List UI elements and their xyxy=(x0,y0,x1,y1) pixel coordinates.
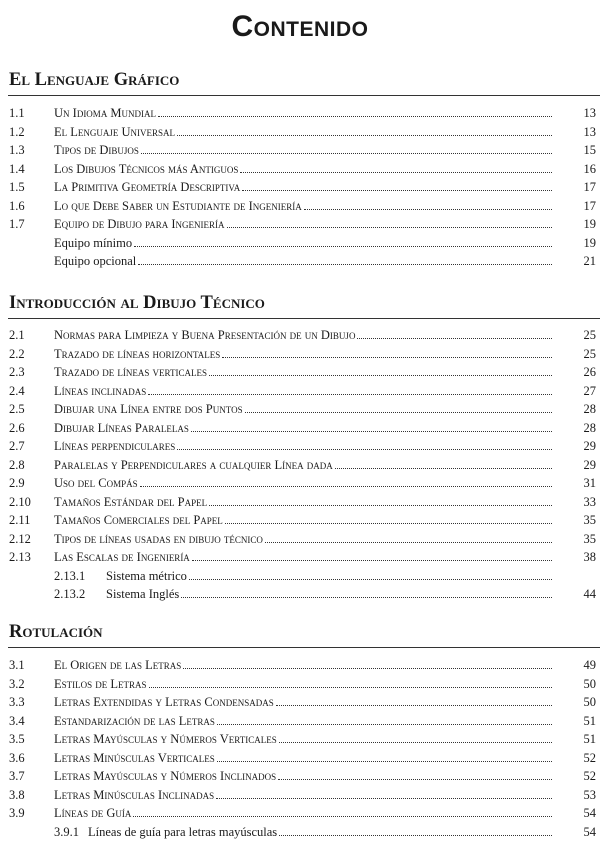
dot-leader xyxy=(191,431,552,432)
entry-leader xyxy=(54,548,556,567)
entry-title: La Primitiva Geometría Descriptiva xyxy=(54,180,241,194)
entry-leader xyxy=(54,511,556,530)
entry-leader xyxy=(54,712,556,731)
chapter-title: Introducción al Dibujo Técnico xyxy=(9,293,265,313)
entry-title: Equipo opcional xyxy=(54,254,137,268)
entry-leader xyxy=(54,252,556,271)
dot-leader xyxy=(265,542,552,543)
dot-leader xyxy=(189,579,552,580)
entry-title: Dibujar una Línea entre dos Puntos xyxy=(54,402,243,416)
entry-leader xyxy=(54,400,556,419)
page-number: 19 xyxy=(583,217,596,231)
entry-leader xyxy=(88,823,556,842)
page-number: 51 xyxy=(583,713,596,728)
toc-entry[interactable] xyxy=(0,548,600,567)
toc-entry[interactable] xyxy=(0,749,600,768)
toc-entry[interactable] xyxy=(0,252,600,271)
toc-entry[interactable] xyxy=(0,419,600,438)
section-number: 3.6 xyxy=(9,750,25,765)
dot-leader xyxy=(140,486,552,487)
entry-leader xyxy=(54,804,556,823)
page-number: 50 xyxy=(583,695,596,709)
dot-leader xyxy=(304,209,552,210)
entry-leader xyxy=(54,419,556,438)
section-number: 2.1 xyxy=(9,328,25,342)
page-number: 25 xyxy=(583,346,596,361)
page-number: 28 xyxy=(583,402,596,416)
dot-leader xyxy=(335,468,552,469)
toc-entry[interactable] xyxy=(0,234,600,253)
toc-entry[interactable] xyxy=(0,178,600,197)
entry-leader xyxy=(54,675,556,694)
dot-leader xyxy=(216,798,552,799)
dot-leader xyxy=(192,560,552,561)
dot-leader xyxy=(183,668,552,669)
toc-entry[interactable] xyxy=(0,656,600,675)
dot-leader xyxy=(276,705,552,706)
toc-entry[interactable] xyxy=(0,197,600,216)
entry-title: Trazado de líneas horizontales xyxy=(54,346,221,361)
entry-leader xyxy=(54,123,556,142)
entry-leader xyxy=(54,141,556,160)
entry-title: El Origen de las Letras xyxy=(54,658,182,672)
section-number: 3.9 xyxy=(9,806,25,820)
entry-title: Líneas de Guía xyxy=(54,806,132,820)
page-number: 38 xyxy=(583,550,596,564)
entry-leader xyxy=(54,345,556,364)
entry-title: Letras Mayúsculas y Números Inclinados xyxy=(54,769,277,783)
entry-leader xyxy=(54,363,556,382)
section-number: 2.2 xyxy=(9,346,25,361)
section-number: 2.7 xyxy=(9,439,25,453)
page-number: 52 xyxy=(583,750,596,765)
dot-leader xyxy=(158,116,552,117)
dot-leader xyxy=(279,835,552,836)
toc-entry[interactable] xyxy=(0,585,600,604)
entry-leader xyxy=(54,326,556,345)
page-number: 54 xyxy=(583,806,596,820)
page-number: 50 xyxy=(583,676,596,691)
entry-leader xyxy=(54,382,556,401)
chapter-divider xyxy=(8,95,600,96)
page-number: 21 xyxy=(583,254,596,268)
entry-title: Normas para Limpieza y Buena Presentación de un Dibujo xyxy=(54,328,356,342)
entry-leader xyxy=(54,530,556,549)
toc-entry[interactable] xyxy=(0,363,600,382)
entry-title: Líneas inclinadas xyxy=(54,383,147,398)
section-number: 2.12 xyxy=(9,531,31,546)
entry-title: Tamaños Estándar del Papel xyxy=(54,494,208,509)
section-number: 1.6 xyxy=(9,198,25,213)
toc-entry[interactable] xyxy=(0,400,600,419)
entry-title: Sistema métrico xyxy=(106,568,187,583)
entry-title: Equipo de Dibujo para Ingeniería xyxy=(54,217,225,231)
chapter-entries xyxy=(0,326,600,604)
chapter-title: Rotulación xyxy=(9,622,103,642)
section-number: 3.1 xyxy=(9,658,25,672)
dot-leader xyxy=(217,761,552,762)
page-number: 29 xyxy=(583,439,596,453)
toc-entry[interactable] xyxy=(0,567,600,586)
dot-leader xyxy=(217,724,552,725)
section-number: 2.13 xyxy=(9,550,31,564)
dot-leader xyxy=(141,153,552,154)
page-number: 16 xyxy=(583,161,596,176)
dot-leader xyxy=(240,172,552,173)
entry-title: Líneas de guía para letras mayúsculas xyxy=(88,824,278,839)
entry-title: Equipo mínimo xyxy=(54,235,133,250)
dot-leader xyxy=(222,357,552,358)
page-number: 52 xyxy=(583,769,596,783)
entry-title: Estilos de Letras xyxy=(54,676,147,691)
section-number: 3.3 xyxy=(9,695,25,709)
section-number: 2.4 xyxy=(9,383,25,398)
entry-leader xyxy=(106,585,556,604)
page-number: 51 xyxy=(583,732,596,746)
page-number: 35 xyxy=(583,531,596,546)
section-number: 3.8 xyxy=(9,787,25,802)
toc-entry[interactable] xyxy=(0,823,600,842)
page-number: 54 xyxy=(583,824,596,839)
dot-leader xyxy=(278,779,552,780)
toc-entry[interactable] xyxy=(0,786,600,805)
entry-title: Lo que Debe Saber un Estudiante de Ingeniería xyxy=(54,198,302,213)
page-number: 31 xyxy=(583,476,596,490)
dot-leader xyxy=(148,394,552,395)
page-number: 35 xyxy=(583,513,596,527)
subsection-number: 2.13.1 xyxy=(54,568,86,583)
page-number: 17 xyxy=(583,198,596,213)
dot-leader xyxy=(245,412,552,413)
section-number: 2.11 xyxy=(9,513,31,527)
dot-leader xyxy=(209,505,552,506)
page-number: 19 xyxy=(583,235,596,250)
subsection-number: 3.9.1 xyxy=(54,824,79,839)
entry-title: Letras Minúsculas Verticales xyxy=(54,750,215,765)
entry-title: Letras Mayúsculas y Números Verticales xyxy=(54,732,277,746)
entry-leader xyxy=(54,104,556,123)
section-number: 1.3 xyxy=(9,143,25,157)
chapter-divider xyxy=(8,318,600,319)
entry-leader xyxy=(54,160,556,179)
page-number: 13 xyxy=(583,106,596,120)
entry-leader xyxy=(54,767,556,786)
toc-entry[interactable] xyxy=(0,493,600,512)
entry-leader xyxy=(54,786,556,805)
entry-title: Tamaños Comerciales del Papel xyxy=(54,513,223,527)
page-number: 49 xyxy=(583,658,596,672)
page-number: 28 xyxy=(583,420,596,435)
section-number: 2.10 xyxy=(9,494,31,509)
page-number: 27 xyxy=(583,383,596,398)
entry-title: Tipos de líneas usadas en dibujo técnico xyxy=(54,531,263,546)
section-number: 2.9 xyxy=(9,476,25,490)
toc-entry[interactable] xyxy=(0,104,600,123)
toc-entry[interactable] xyxy=(0,123,600,142)
page-number: 26 xyxy=(583,365,596,379)
section-number: 1.2 xyxy=(9,124,25,139)
entry-title: Paralelas y Perpendiculares a cualquier Línea dada xyxy=(54,457,333,472)
dot-leader xyxy=(242,190,552,191)
dot-leader xyxy=(357,338,552,339)
entry-leader xyxy=(54,215,556,234)
dot-leader xyxy=(227,227,553,228)
entry-title: Letras Minúsculas Inclinadas xyxy=(54,787,215,802)
page-number: 25 xyxy=(583,328,596,342)
toc-entry[interactable] xyxy=(0,712,600,731)
section-number: 1.1 xyxy=(9,106,25,120)
dot-leader xyxy=(209,375,552,376)
section-number: 2.5 xyxy=(9,402,25,416)
page-title: Contenido xyxy=(231,10,369,43)
chapter-title: El Lenguaje Gráfico xyxy=(9,70,180,90)
entry-title: Estandarización de las Letras xyxy=(54,713,215,728)
page-number: 17 xyxy=(583,180,596,194)
subsection-number: 2.13.2 xyxy=(54,587,86,601)
toc-entry[interactable] xyxy=(0,326,600,345)
toc-entry[interactable] xyxy=(0,730,600,749)
section-number: 2.8 xyxy=(9,457,25,472)
dot-leader xyxy=(149,687,552,688)
entry-leader xyxy=(54,693,556,712)
toc-entry[interactable] xyxy=(0,160,600,179)
chapter-divider xyxy=(8,647,600,648)
section-number: 3.7 xyxy=(9,769,25,783)
dot-leader xyxy=(279,742,552,743)
entry-title: Los Dibujos Técnicos más Antiguos xyxy=(54,161,239,176)
toc-entry[interactable] xyxy=(0,456,600,475)
dot-leader xyxy=(133,816,552,817)
toc-entry[interactable] xyxy=(0,675,600,694)
page-number: 13 xyxy=(583,124,596,139)
page-number: 53 xyxy=(583,787,596,802)
entry-leader xyxy=(54,437,556,456)
chapter-entries xyxy=(0,656,600,841)
entry-leader xyxy=(106,567,556,586)
page-number: 33 xyxy=(583,494,596,509)
toc-entry[interactable] xyxy=(0,345,600,364)
entry-title: Las Escalas de Ingeniería xyxy=(54,550,190,564)
entry-leader xyxy=(54,234,556,253)
section-number: 3.2 xyxy=(9,676,25,691)
entry-title: Líneas perpendiculares xyxy=(54,439,176,453)
section-number: 1.7 xyxy=(9,217,25,231)
toc-entry[interactable] xyxy=(0,382,600,401)
toc-entry[interactable] xyxy=(0,215,600,234)
page-number: 44 xyxy=(583,587,596,601)
entry-leader xyxy=(54,197,556,216)
toc-entry[interactable] xyxy=(0,511,600,530)
toc-entry[interactable] xyxy=(0,474,600,493)
toc-entry[interactable] xyxy=(0,141,600,160)
toc-entry[interactable] xyxy=(0,804,600,823)
toc-entry[interactable] xyxy=(0,767,600,786)
entry-leader xyxy=(54,749,556,768)
section-number: 1.4 xyxy=(9,161,25,176)
section-number: 2.3 xyxy=(9,365,25,379)
dot-leader xyxy=(134,246,552,247)
entry-leader xyxy=(54,493,556,512)
entry-leader xyxy=(54,178,556,197)
section-number: 2.6 xyxy=(9,420,25,435)
toc-entry[interactable] xyxy=(0,530,600,549)
entry-leader xyxy=(54,456,556,475)
entry-title: Un Idioma Mundial xyxy=(54,106,157,120)
entry-title: Dibujar Líneas Paralelas xyxy=(54,420,189,435)
dot-leader xyxy=(177,449,552,450)
section-number: 3.5 xyxy=(9,732,25,746)
page-number: 15 xyxy=(583,143,596,157)
dot-leader xyxy=(225,523,552,524)
entry-title: Sistema Inglés xyxy=(106,587,180,601)
section-number: 1.5 xyxy=(9,180,25,194)
toc-entry[interactable] xyxy=(0,693,600,712)
entry-title: Trazado de líneas verticales xyxy=(54,365,207,379)
dot-leader xyxy=(181,597,552,598)
entry-title: El Lenguaje Universal xyxy=(54,124,176,139)
chapter-entries xyxy=(0,104,600,271)
page-number: 29 xyxy=(583,457,596,472)
entry-leader xyxy=(54,474,556,493)
toc-entry[interactable] xyxy=(0,437,600,456)
entry-leader xyxy=(54,730,556,749)
entry-title: Letras Extendidas y Letras Condensadas xyxy=(54,695,274,709)
dot-leader xyxy=(138,264,552,265)
section-number: 3.4 xyxy=(9,713,25,728)
entry-title: Tipos de Dibujos xyxy=(54,143,139,157)
entry-leader xyxy=(54,656,556,675)
entry-title: Uso del Compás xyxy=(54,476,138,490)
dot-leader xyxy=(177,135,552,136)
